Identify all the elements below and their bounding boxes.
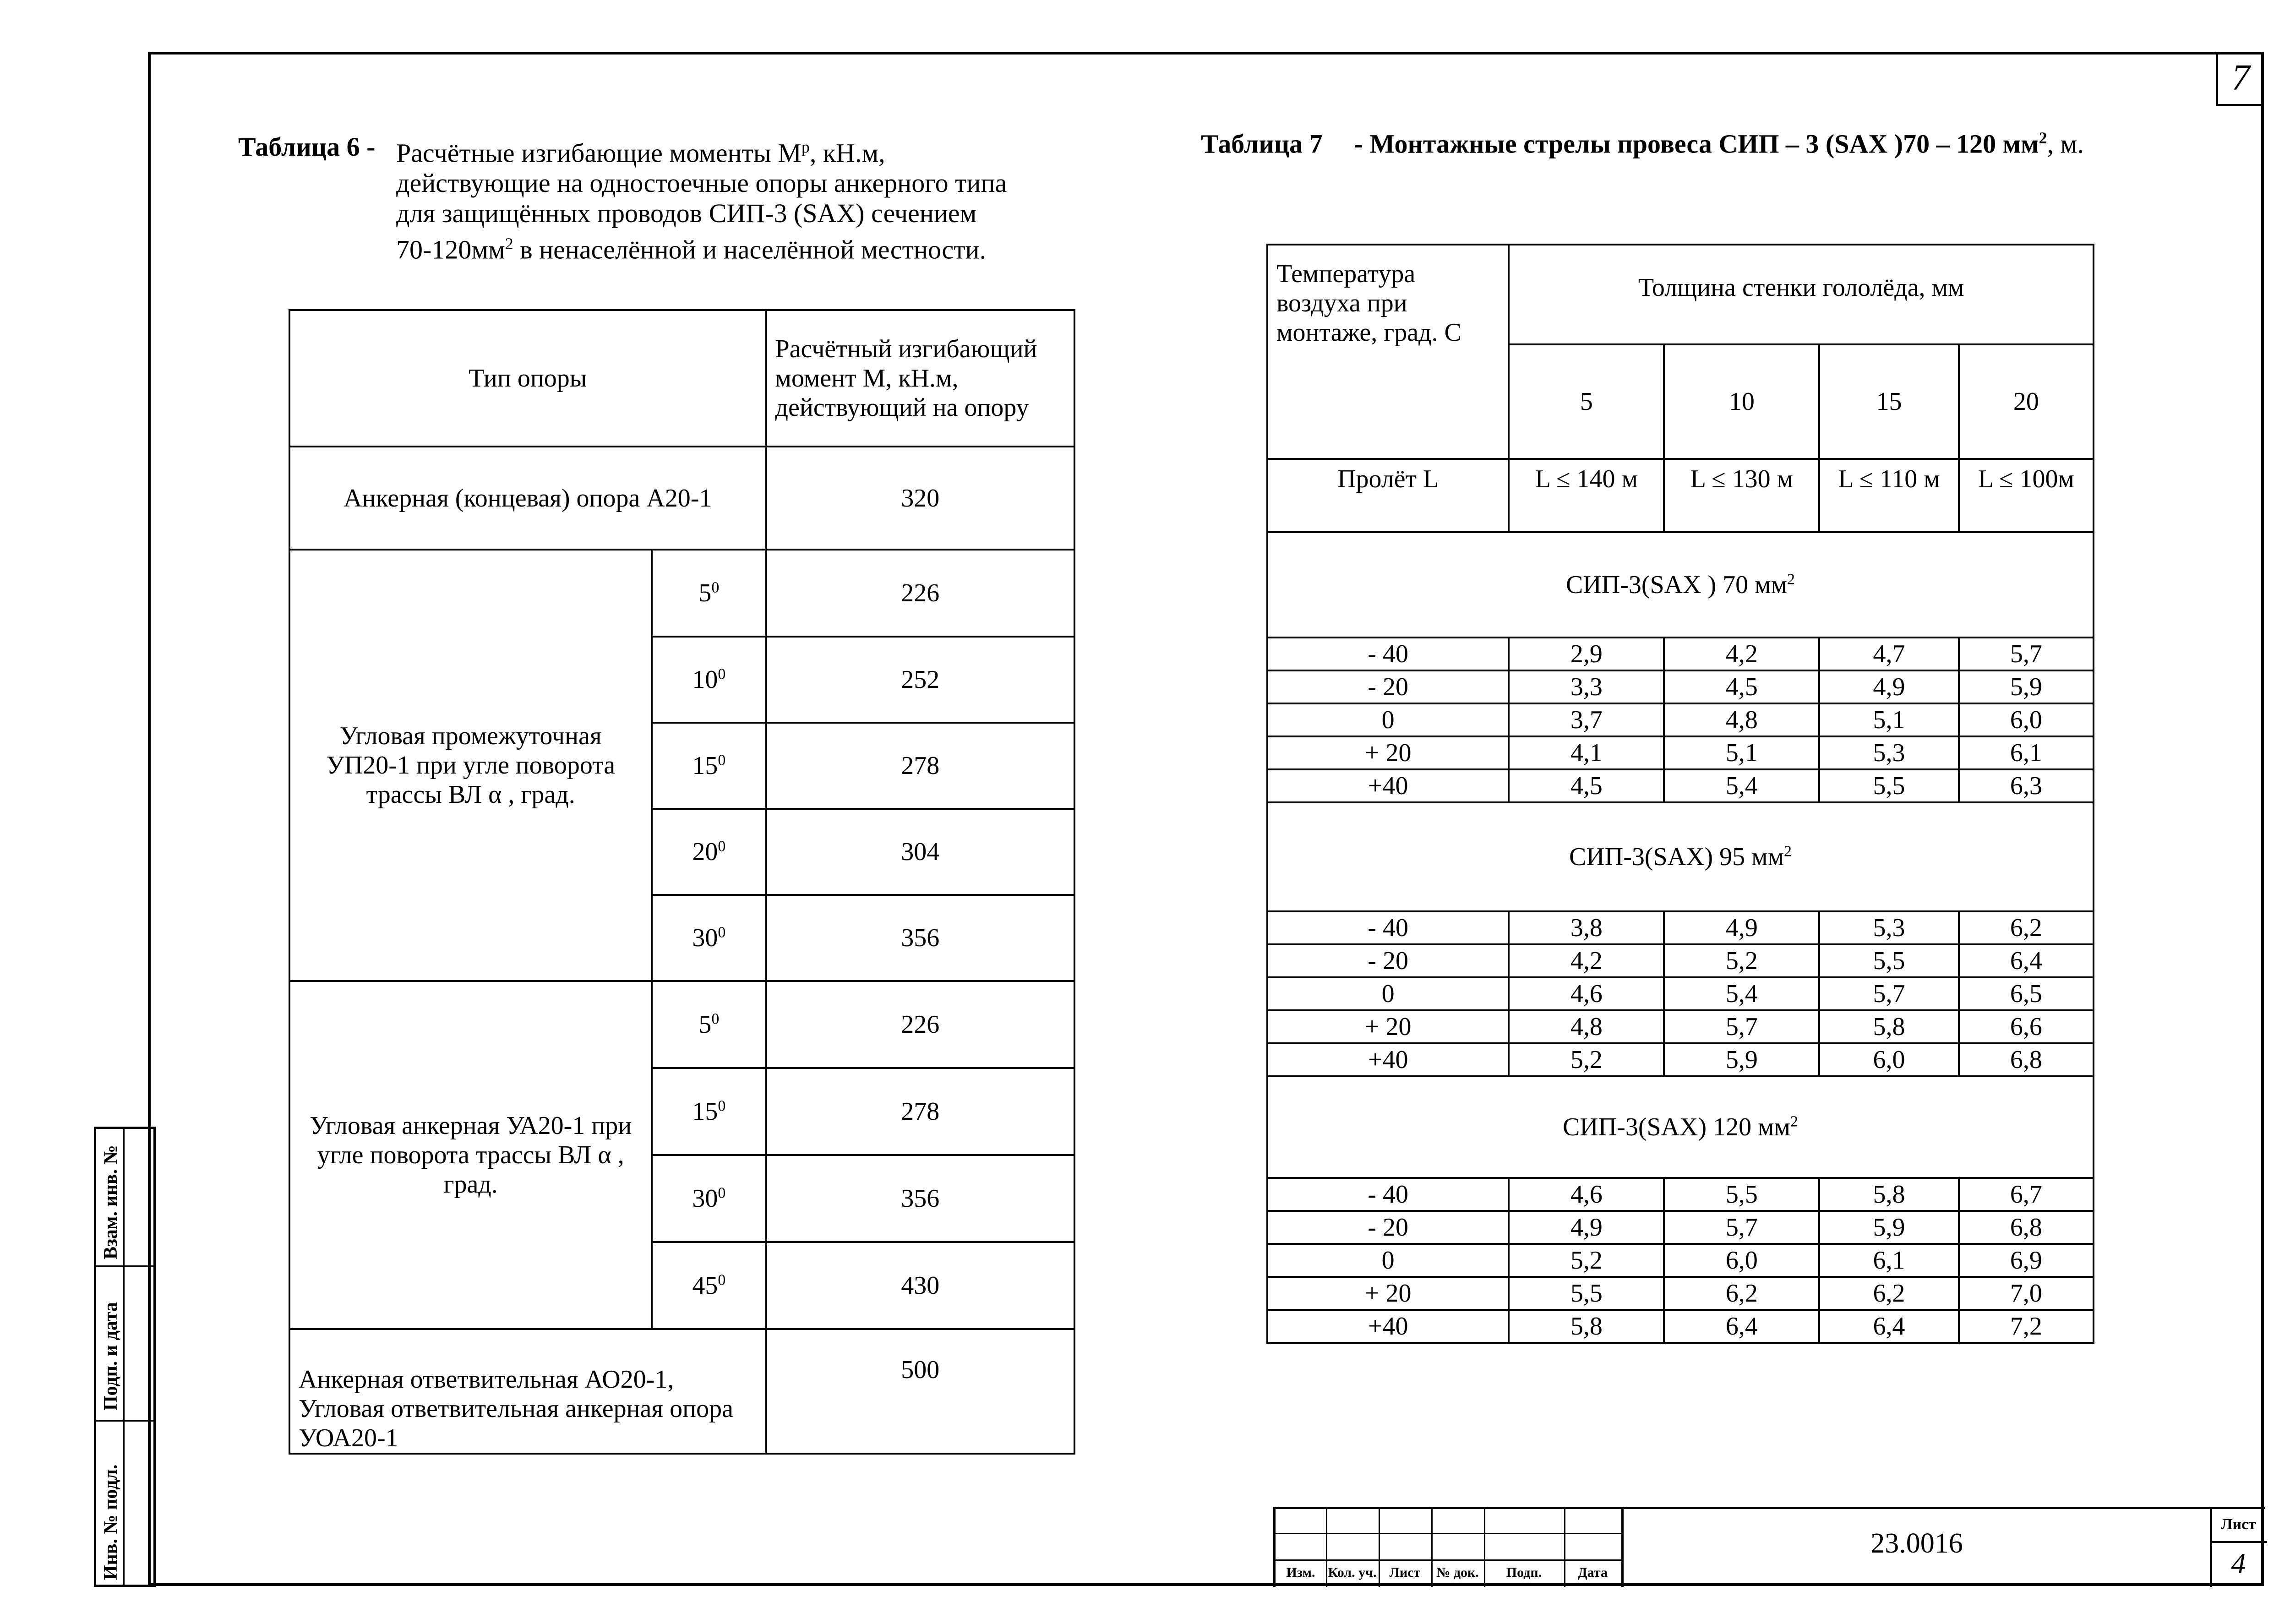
table6-ua20-value: 356 (766, 1155, 1075, 1242)
table7-value-cell: 4,5 (1509, 769, 1664, 802)
table6-caption-sup: р (801, 138, 810, 156)
table6-caption-line4-sup: 2 (505, 234, 513, 253)
table7-ice-15: 15 (1819, 344, 1958, 459)
table7-value-cell: 6,4 (1819, 1310, 1958, 1343)
table7-temp-cell: + 20 (1267, 736, 1509, 769)
table7-span-140: L ≤ 140 м (1509, 459, 1664, 532)
table6-up20-angle: $20^0$ (652, 809, 766, 895)
table6-up20-value: 356 (766, 895, 1075, 981)
stamp-label-izm: Изм. (1286, 1565, 1315, 1580)
table6-up20-angle: $30^0$ (652, 895, 766, 981)
table7-value-cell: 6,2 (1819, 1277, 1958, 1310)
table7-value-cell: 5,9 (1959, 670, 2094, 703)
table7-value-cell: 6,7 (1959, 1178, 2094, 1211)
table6-caption-line2: действующие на одностоечные опоры анкерного типа (396, 168, 1007, 198)
table7-temp-cell: +40 (1267, 769, 1509, 802)
table7-value-cell: 5,5 (1819, 944, 1958, 977)
table7-caption-end: , м. (2047, 129, 2084, 159)
table7-temp-cell: - 40 (1267, 1178, 1509, 1211)
table7-value-cell: 3,7 (1509, 703, 1664, 736)
table7-temp-cell: 0 (1267, 703, 1509, 736)
table7-value-cell: 5,7 (1664, 1010, 1819, 1043)
table7-header-ice: Толщина стенки гололёда, мм (1509, 245, 2094, 344)
table6-up20-angle: $15^0$ (652, 723, 766, 809)
table7-value-cell: 6,5 (1959, 977, 2094, 1010)
table7-value-cell: 6,0 (1664, 1244, 1819, 1277)
table7-value-cell: 6,1 (1819, 1244, 1958, 1277)
table6-ua20-angle: $15^0$ (652, 1068, 766, 1155)
table7-value-cell: 6,8 (1959, 1211, 2094, 1244)
table7-value-cell: 6,4 (1664, 1310, 1819, 1343)
table7-value-cell: 5,8 (1819, 1178, 1958, 1211)
table6-caption-line4a: 70-120мм (396, 234, 505, 265)
table7-value-cell: 4,6 (1509, 977, 1664, 1010)
table7-value-cell: 5,4 (1664, 977, 1819, 1010)
table7-value-cell: 6,0 (1819, 1043, 1958, 1076)
table6-caption-line1-end: , кН.м, (809, 138, 885, 168)
table6-caption-label: Таблица 6 - (238, 132, 376, 162)
table7-value-cell: 4,9 (1509, 1211, 1664, 1244)
table6-up20-angle: $5^0$ (652, 550, 766, 637)
table7-temp-cell: +40 (1267, 1043, 1509, 1076)
table7-ice-10: 10 (1664, 344, 1819, 459)
table7-section-title: СИП-3(SAX) 120 $мм^2$ (1267, 1076, 2094, 1178)
sidebar-label-vzam: Взам. инв. № (100, 1145, 121, 1259)
table7-value-cell: 6,1 (1959, 736, 2094, 769)
table7-span-label: Пролёт L (1267, 459, 1509, 532)
table6-group-up20-label: Угловая промежуточная УП20-1 при угле поворота трассы ВЛ α , град. (289, 550, 652, 981)
title-block (1273, 1507, 2265, 1587)
table7-ice-5: 5 (1509, 344, 1664, 459)
table6-header-type: Тип опоры (289, 310, 766, 447)
table7-value-cell: 5,7 (1959, 638, 2094, 670)
table7-value-cell: 5,2 (1509, 1043, 1664, 1076)
table6-caption-line4b: в ненаселённой и населённой местности. (513, 234, 987, 265)
table6-caption-line1: Расчётные изгибающие моменты М (396, 138, 802, 168)
table6-ua20-value: 430 (766, 1242, 1075, 1329)
table7-temp-cell: + 20 (1267, 1277, 1509, 1310)
table7-temp-cell: - 20 (1267, 1211, 1509, 1244)
table7-caption-label: Таблица 7 (1201, 129, 1323, 159)
table7-value-cell: 5,8 (1509, 1310, 1664, 1343)
table7-value-cell: 7,2 (1959, 1310, 2094, 1343)
table6-ua20-angle: $30^0$ (652, 1155, 766, 1242)
table6-row-a20-value: 320 (766, 447, 1075, 550)
table7-value-cell: 4,1 (1509, 736, 1664, 769)
table7-value-cell: 6,6 (1959, 1010, 2094, 1043)
table7-temp-cell: 0 (1267, 1244, 1509, 1277)
table6-up20-value: 226 (766, 550, 1075, 637)
table7-value-cell: 5,1 (1819, 703, 1958, 736)
table6-ua20-value: 278 (766, 1068, 1075, 1155)
table7-value-cell: 5,5 (1509, 1277, 1664, 1310)
table7-value-cell: 6,3 (1959, 769, 2094, 802)
table7-value-cell: 6,9 (1959, 1244, 2094, 1277)
table7-section-title: СИП-3(SAX) 95 $мм^2$ (1267, 802, 2094, 911)
table7-value-cell: 4,2 (1509, 944, 1664, 977)
table7-value-cell: 2,9 (1509, 638, 1664, 670)
side-stamp (94, 1127, 156, 1587)
stamp-label-kol: Кол. уч. (1328, 1565, 1377, 1580)
table7-value-cell: 4,8 (1664, 703, 1819, 736)
table7-value-cell: 5,2 (1664, 944, 1819, 977)
table7-ice-20: 20 (1959, 344, 2094, 459)
table6 (289, 309, 1075, 1455)
table6-row-ao20-value: 500 (766, 1329, 1075, 1454)
table7-value-cell: 5,1 (1664, 736, 1819, 769)
table6-row-ao20-label: Анкерная ответвительная АО20-1, Угловая ответвительная анкерная опора УОА20-1 (289, 1329, 766, 1454)
table7-value-cell: 3,3 (1509, 670, 1664, 703)
table7-value-cell: 5,8 (1819, 1010, 1958, 1043)
table7-value-cell: 6,8 (1959, 1043, 2094, 1076)
table7-value-cell: 4,9 (1819, 670, 1958, 703)
table7-value-cell: 4,6 (1509, 1178, 1664, 1211)
table6-group-ua20-label: Угловая анкерная УА20-1 при угле поворота трассы ВЛ α , град. (289, 981, 652, 1329)
table7-value-cell: 5,2 (1509, 1244, 1664, 1277)
sheet-value: 4 (2231, 1547, 2246, 1580)
stamp-label-list: Лист (1389, 1565, 1421, 1580)
table7-span-100: L ≤ 100м (1959, 459, 2094, 532)
table7-caption-text: - Монтажные стрелы провеса СИП – 3 (SAX )70 – 120 мм (1354, 129, 2039, 159)
table7-temp-cell: 0 (1267, 977, 1509, 1010)
table7-value-cell: 5,9 (1664, 1043, 1819, 1076)
table7-temp-cell: + 20 (1267, 1010, 1509, 1043)
table7-caption (1201, 123, 2163, 159)
table7-value-cell: 4,2 (1664, 638, 1819, 670)
table6-row-a20-label: Анкерная (концевая) опора А20-1 (289, 447, 766, 550)
stamp-label-podp: Подп. (1506, 1565, 1542, 1580)
table6-caption-line3: для защищённых проводов СИП-3 (SAX) сечением (396, 198, 977, 229)
table7-value-cell: 5,5 (1819, 769, 1958, 802)
table7-value-cell: 5,3 (1819, 911, 1958, 944)
table6-up20-angle: $10^0$ (652, 637, 766, 723)
table6-ua20-value: 226 (766, 981, 1075, 1068)
table7-value-cell: 5,3 (1819, 736, 1958, 769)
table6-up20-value: 304 (766, 809, 1075, 895)
table6-up20-value: 278 (766, 723, 1075, 809)
table7-section-title: СИП-3(SAX ) 70 $мм^2$ (1267, 532, 2094, 638)
table7-value-cell: 4,9 (1664, 911, 1819, 944)
table7-temp-cell: - 40 (1267, 911, 1509, 944)
table7-header-temp: Температура воздуха при монтаже, град. С (1267, 245, 1509, 459)
table6-ua20-angle: $5^0$ (652, 981, 766, 1068)
table7-value-cell: 5,5 (1664, 1178, 1819, 1211)
table7-temp-cell: +40 (1267, 1310, 1509, 1343)
table7-value-cell: 4,8 (1509, 1010, 1664, 1043)
table7-temp-cell: - 40 (1267, 638, 1509, 670)
table7-span-110: L ≤ 110 м (1819, 459, 1958, 532)
stamp-label-data: Дата (1578, 1565, 1608, 1580)
table7-temp-cell: - 20 (1267, 944, 1509, 977)
table7-temp-cell: - 20 (1267, 670, 1509, 703)
table7-value-cell: 6,4 (1959, 944, 2094, 977)
sidebar-label-inv: Инв. № подл. (100, 1464, 121, 1580)
table7-value-cell: 5,7 (1819, 977, 1958, 1010)
table7-value-cell: 5,7 (1664, 1211, 1819, 1244)
table6-header-moment: Расчётный изгибающий момент М, кН.м, действующий на опору (766, 310, 1075, 447)
table7-value-cell: 4,5 (1664, 670, 1819, 703)
table7 (1266, 244, 2094, 1344)
table7-span-130: L ≤ 130 м (1664, 459, 1819, 532)
table7-value-cell: 6,0 (1959, 703, 2094, 736)
table6-ua20-angle: $45^0$ (652, 1242, 766, 1329)
sheet-label: Лист (2221, 1516, 2256, 1533)
table7-value-cell: 3,8 (1509, 911, 1664, 944)
table7-value-cell: 6,2 (1959, 911, 2094, 944)
table7-value-cell: 4,7 (1819, 638, 1958, 670)
stamp-label-ndok: № док. (1436, 1565, 1479, 1580)
doc-code: 23.0016 (1870, 1528, 1963, 1559)
table7-value-cell: 7,0 (1959, 1277, 2094, 1310)
sheet-number: 7 (2216, 53, 2263, 106)
table7-value-cell: 6,2 (1664, 1277, 1819, 1310)
table7-caption-sup: 2 (2039, 129, 2047, 147)
table7-value-cell: 5,9 (1819, 1211, 1958, 1244)
table6-up20-value: 252 (766, 637, 1075, 723)
table7-value-cell: 5,4 (1664, 769, 1819, 802)
sidebar-label-podp: Подп. и дата (100, 1302, 121, 1411)
